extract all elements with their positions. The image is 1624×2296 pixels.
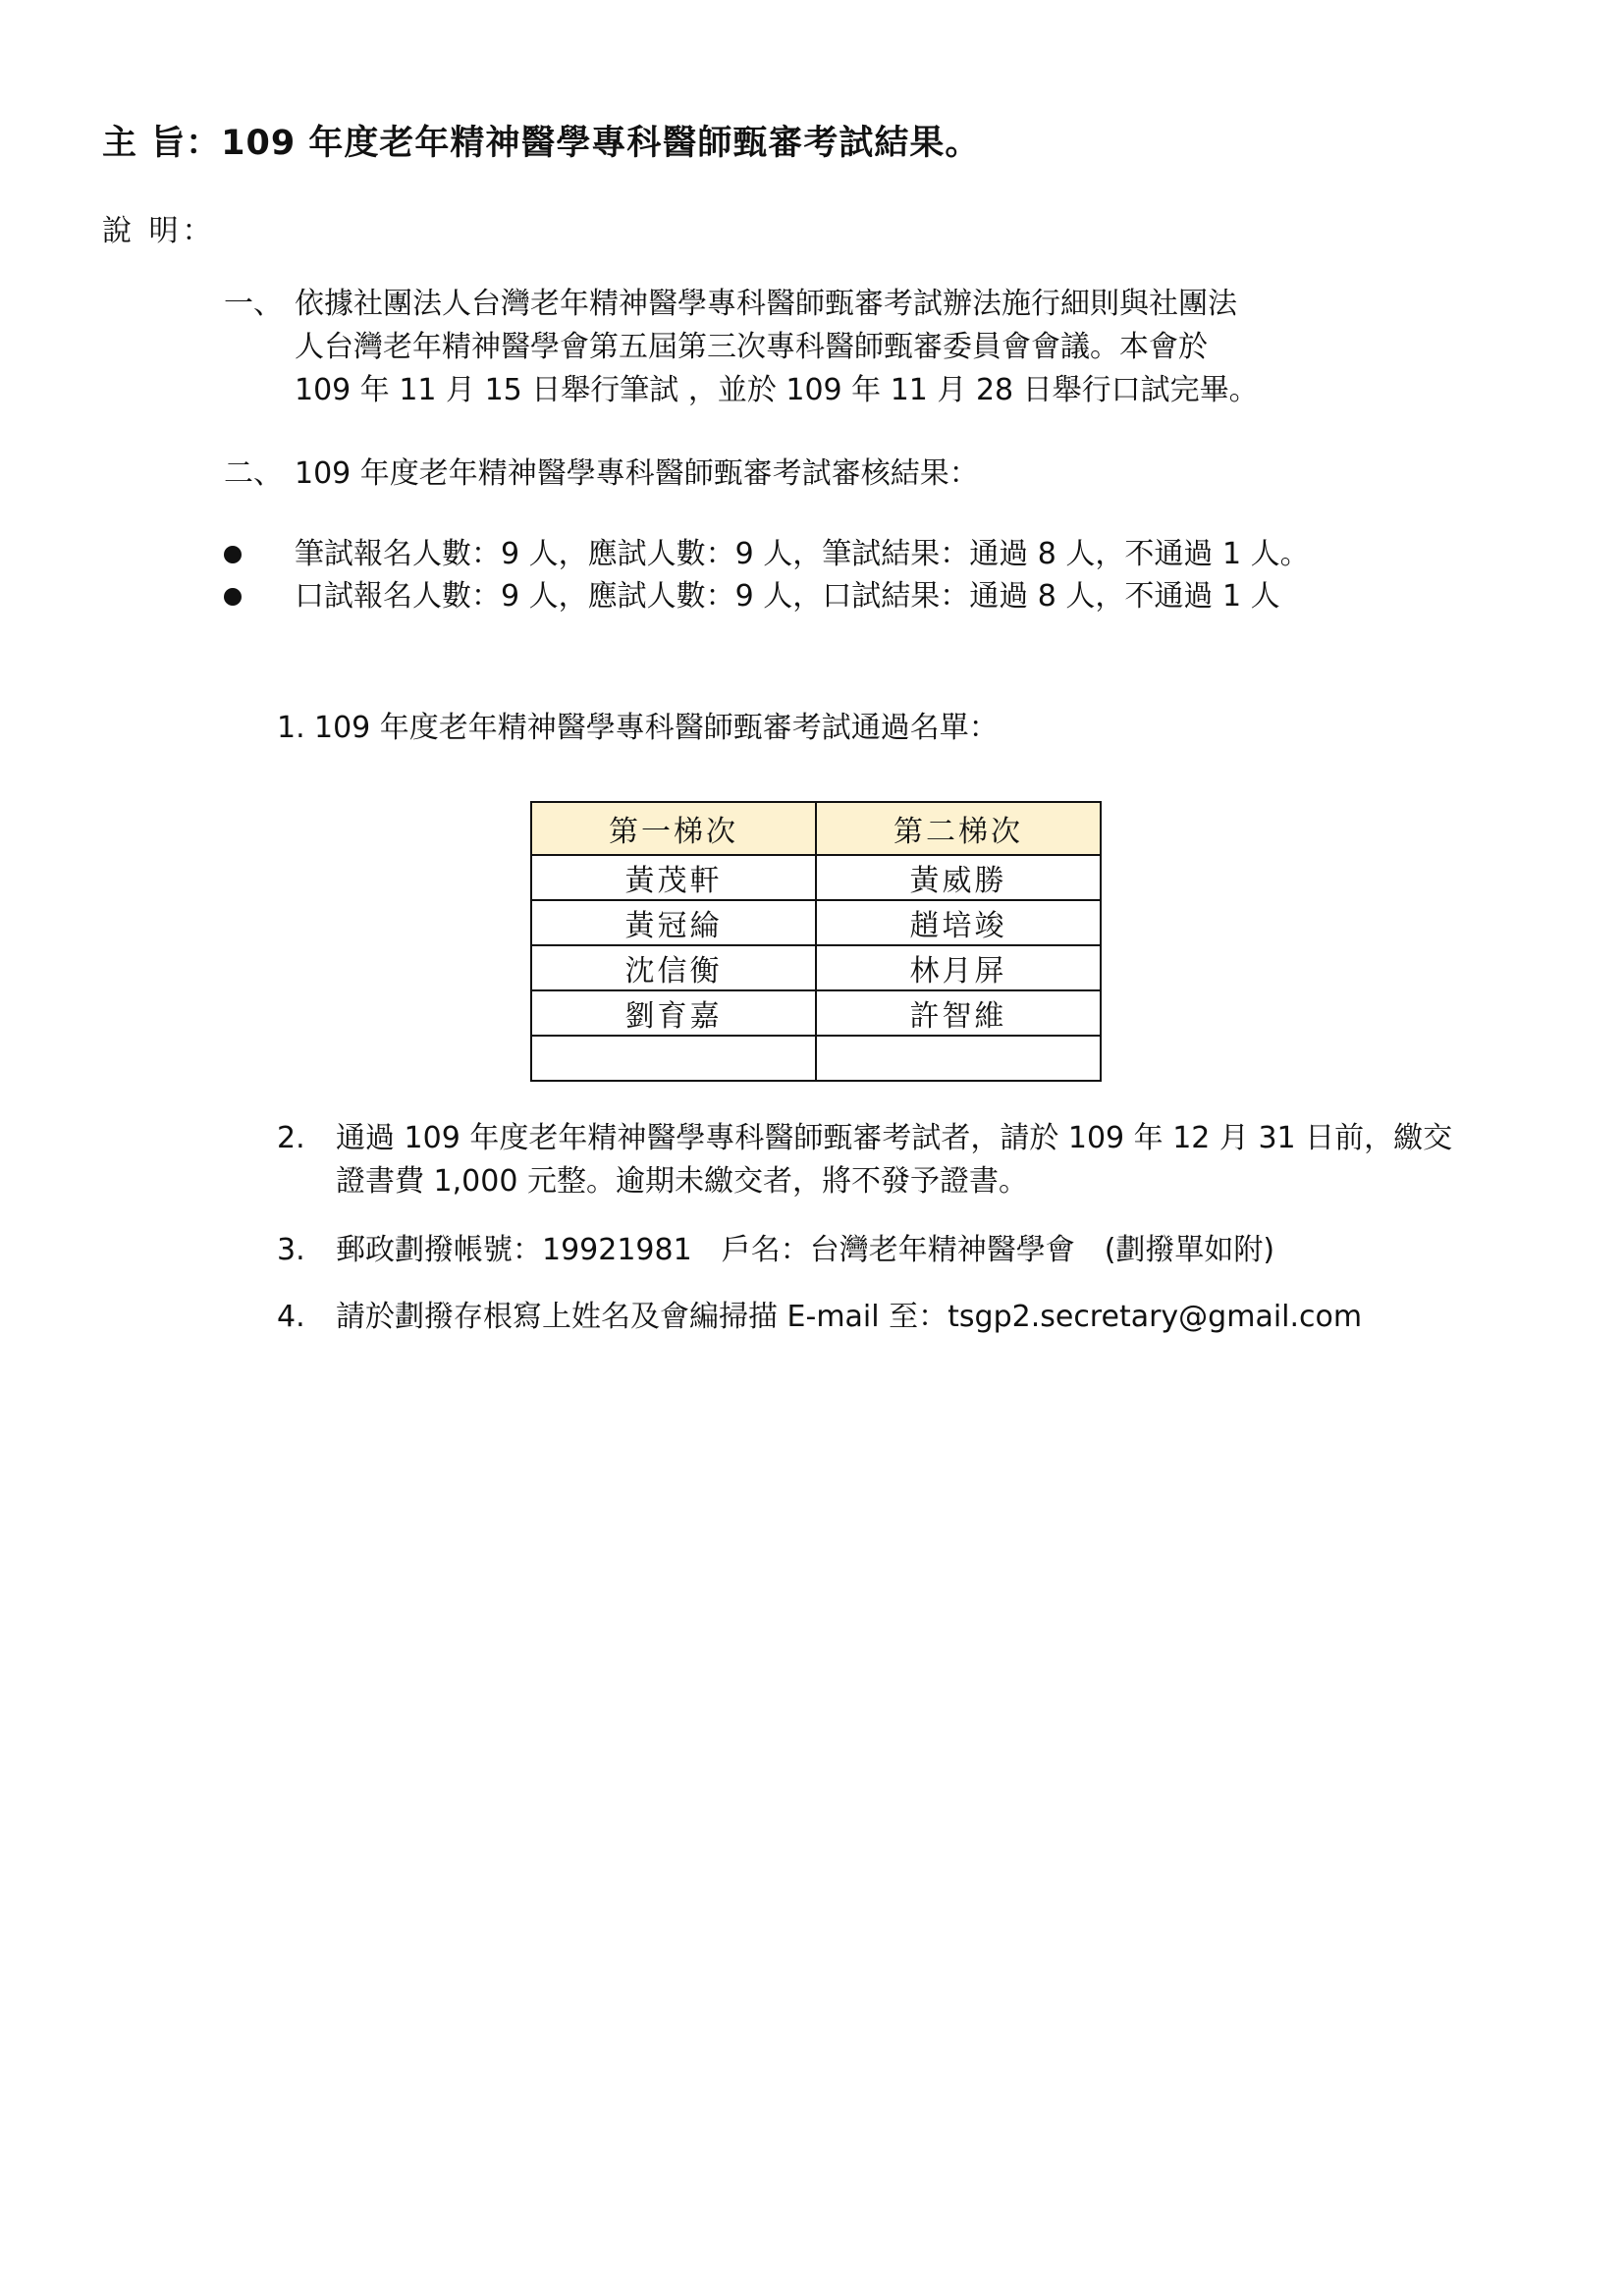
table-cell: 沈信衡	[531, 945, 816, 990]
table-cell	[816, 1036, 1101, 1081]
bullet-icon	[224, 546, 242, 563]
table-row	[531, 1036, 1101, 1081]
table-cell: 許智維	[816, 990, 1101, 1036]
table-row	[531, 855, 1101, 900]
table-row	[531, 900, 1101, 945]
section-one-marker: 一、	[224, 287, 283, 321]
table-cell: 林月屏	[816, 945, 1101, 990]
table-cell	[531, 1036, 816, 1081]
explain-label: 說 明：	[102, 214, 216, 248]
list-item-text: 109 年度老年精神醫學專科醫師甄審考試通過名單：	[314, 711, 999, 745]
list-item-number: 2.	[277, 1121, 305, 1155]
table-cell: 趙培竣	[816, 900, 1101, 945]
table-cell: 黃冠綸	[531, 900, 816, 945]
pass-list-table	[530, 801, 1102, 1082]
section-two-marker: 二、	[224, 456, 283, 491]
bullet-icon	[224, 588, 242, 606]
table-cell: 黃威勝	[816, 855, 1101, 900]
section-one-line: 人台灣老年精神醫學會第五屆第三次專科醫師甄審委員會會議。本會於	[295, 330, 1208, 364]
table-row	[531, 990, 1101, 1036]
list-item-text: 請於劃撥存根寫上姓名及會編掃描 E-mail 至：tsgp2.secretary@gmail.com	[336, 1300, 1363, 1334]
table-row	[531, 945, 1101, 990]
table-header-second-batch: 第二梯次	[816, 802, 1101, 855]
section-one-text	[295, 283, 1259, 412]
subject-title: 主 旨：109 年度老年精神醫學專科醫師甄審考試結果。	[102, 124, 981, 163]
list-item-text: 證書費 1,000 元整。逾期未繳交者，將不發予證書。	[336, 1164, 1028, 1199]
list-item-number: 3.	[277, 1233, 305, 1267]
table-cell: 劉育嘉	[531, 990, 816, 1036]
table-header-row	[531, 802, 1101, 855]
list-item-text: 通過 109 年度老年精神醫學專科醫師甄審考試者，請於 109 年 12 月 31 日前，繳交	[336, 1121, 1453, 1155]
bullet-text: 筆試報名人數：9 人，應試人數：9 人，筆試結果：通過 8 人，不通過 1 人。	[295, 537, 1310, 571]
section-one-line: 依據社團法人台灣老年精神醫學專科醫師甄審考試辦法施行細則與社團法	[295, 287, 1237, 321]
section-two-text: 109 年度老年精神醫學專科醫師甄審考試審核結果：	[295, 456, 979, 491]
table-header-first-batch: 第一梯次	[531, 802, 816, 855]
list-item-number: 1.	[277, 711, 305, 745]
section-one-line: 109 年 11 月 15 日舉行筆試 ，並於 109 年 11 月 28 日舉行口試完畢。	[295, 373, 1259, 407]
table-cell: 黃茂軒	[531, 855, 816, 900]
bullet-text: 口試報名人數：9 人，應試人數：9 人，口試結果：通過 8 人，不通過 1 人	[295, 579, 1280, 614]
list-item-number: 4.	[277, 1300, 305, 1334]
list-item-text: 郵政劃撥帳號：19921981 戶名：台灣老年精神醫學會 (劃撥單如附)	[336, 1233, 1275, 1267]
